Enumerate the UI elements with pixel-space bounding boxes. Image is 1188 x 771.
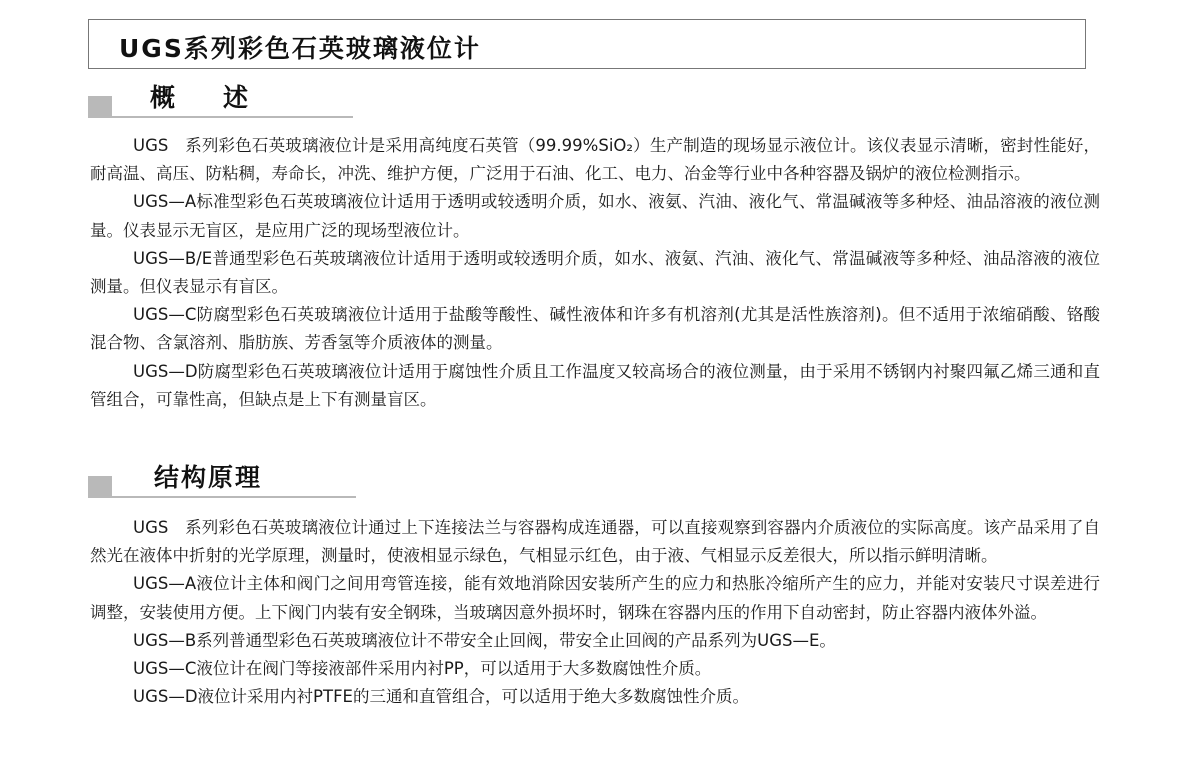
heading-marker-block (88, 96, 112, 118)
paragraph: UGS—D防腐型彩色石英玻璃液位计适用于腐蚀性介质且工作温度又较高场合的液位测量，由于采用不锈钢内衬聚四氟乙烯三通和直管组合，可靠性高，但缺点是上下有测量盲区。 (90, 361, 1100, 409)
heading-underline (112, 116, 353, 118)
heading-marker-block (88, 476, 112, 498)
paragraph: UGS 系列彩色石英玻璃液位计是采用高纯度石英管（99.99%SiO₂）生产制造的现场显示液位计。该仪表显示清晰，密封性能好，耐高温、高压、防粘稠，寿命长，冲洗、维护方便，广泛用于石油、化工、电力、冶金等行业中各种容器及锅炉的液位检测指示。 (90, 136, 1100, 184)
paragraph: UGS—B/E普通型彩色石英玻璃液位计适用于透明或较透明介质，如水、液氨、汽油、液化气、常温碱液等多种烃、油品溶液的液位测量。但仪表显示有盲区。 (90, 248, 1100, 297)
section-body-overview (90, 132, 1100, 414)
paragraph: UGS—D液位计采用内衬PTFE的三通和直管组合，可以适用于绝大多数腐蚀性介质。 (133, 687, 749, 707)
document-title-box (88, 19, 1086, 69)
section-heading-overview (88, 82, 353, 118)
paragraph: UGS—A液位计主体和阀门之间用弯管连接，能有效地消除因安装所产生的应力和热胀冷缩所产生的应力，并能对安装尺寸误差进行调整，安装使用方便。上下阀门内装有安全钢珠，当玻璃因意外损坏时，钢珠在容器内压的作用下自动密封，防止容器内液体外溢。 (90, 574, 1100, 622)
section-heading-structure-principle (88, 462, 356, 498)
paragraph: UGS 系列彩色石英玻璃液位计通过上下连接法兰与容器构成连通器，可以直接观察到容器内介质液位的实际高度。该产品采用了自然光在液体中折射的光学原理，测量时，使液相显示绿色，气相显示红色，由于液、气相显示反差很大，所以指示鲜明清晰。 (90, 518, 1100, 566)
section-heading-label: 概述 (150, 83, 297, 112)
paragraph: UGS—C液位计在阀门等接液部件采用内衬PP，可以适用于大多数腐蚀性介质。 (133, 659, 712, 679)
section-heading-label: 结构原理 (154, 463, 263, 492)
section-body-structure-principle (90, 514, 1100, 711)
paragraph: UGS—A标准型彩色石英玻璃液位计适用于透明或较透明介质，如水、液氨、汽油、液化气、常温碱液等多种烃、油品溶液的液位测量。仪表显示无盲区，是应用广泛的现场型液位计。 (90, 192, 1100, 240)
document-title: UGS系列彩色石英玻璃液位计 (119, 34, 481, 63)
heading-underline (112, 496, 356, 498)
paragraph: UGS—C防腐型彩色石英玻璃液位计适用于盐酸等酸性、碱性液体和许多有机溶剂(尤其是活性族溶剂)。但不适用于浓缩硝酸、铬酸混合物、含氯溶剂、脂肪族、芳香氢等介质液体的测量。 (90, 305, 1100, 353)
paragraph: UGS—B系列普通型彩色石英玻璃液位计不带安全止回阀，带安全止回阀的产品系列为UGS—E。 (133, 630, 836, 650)
